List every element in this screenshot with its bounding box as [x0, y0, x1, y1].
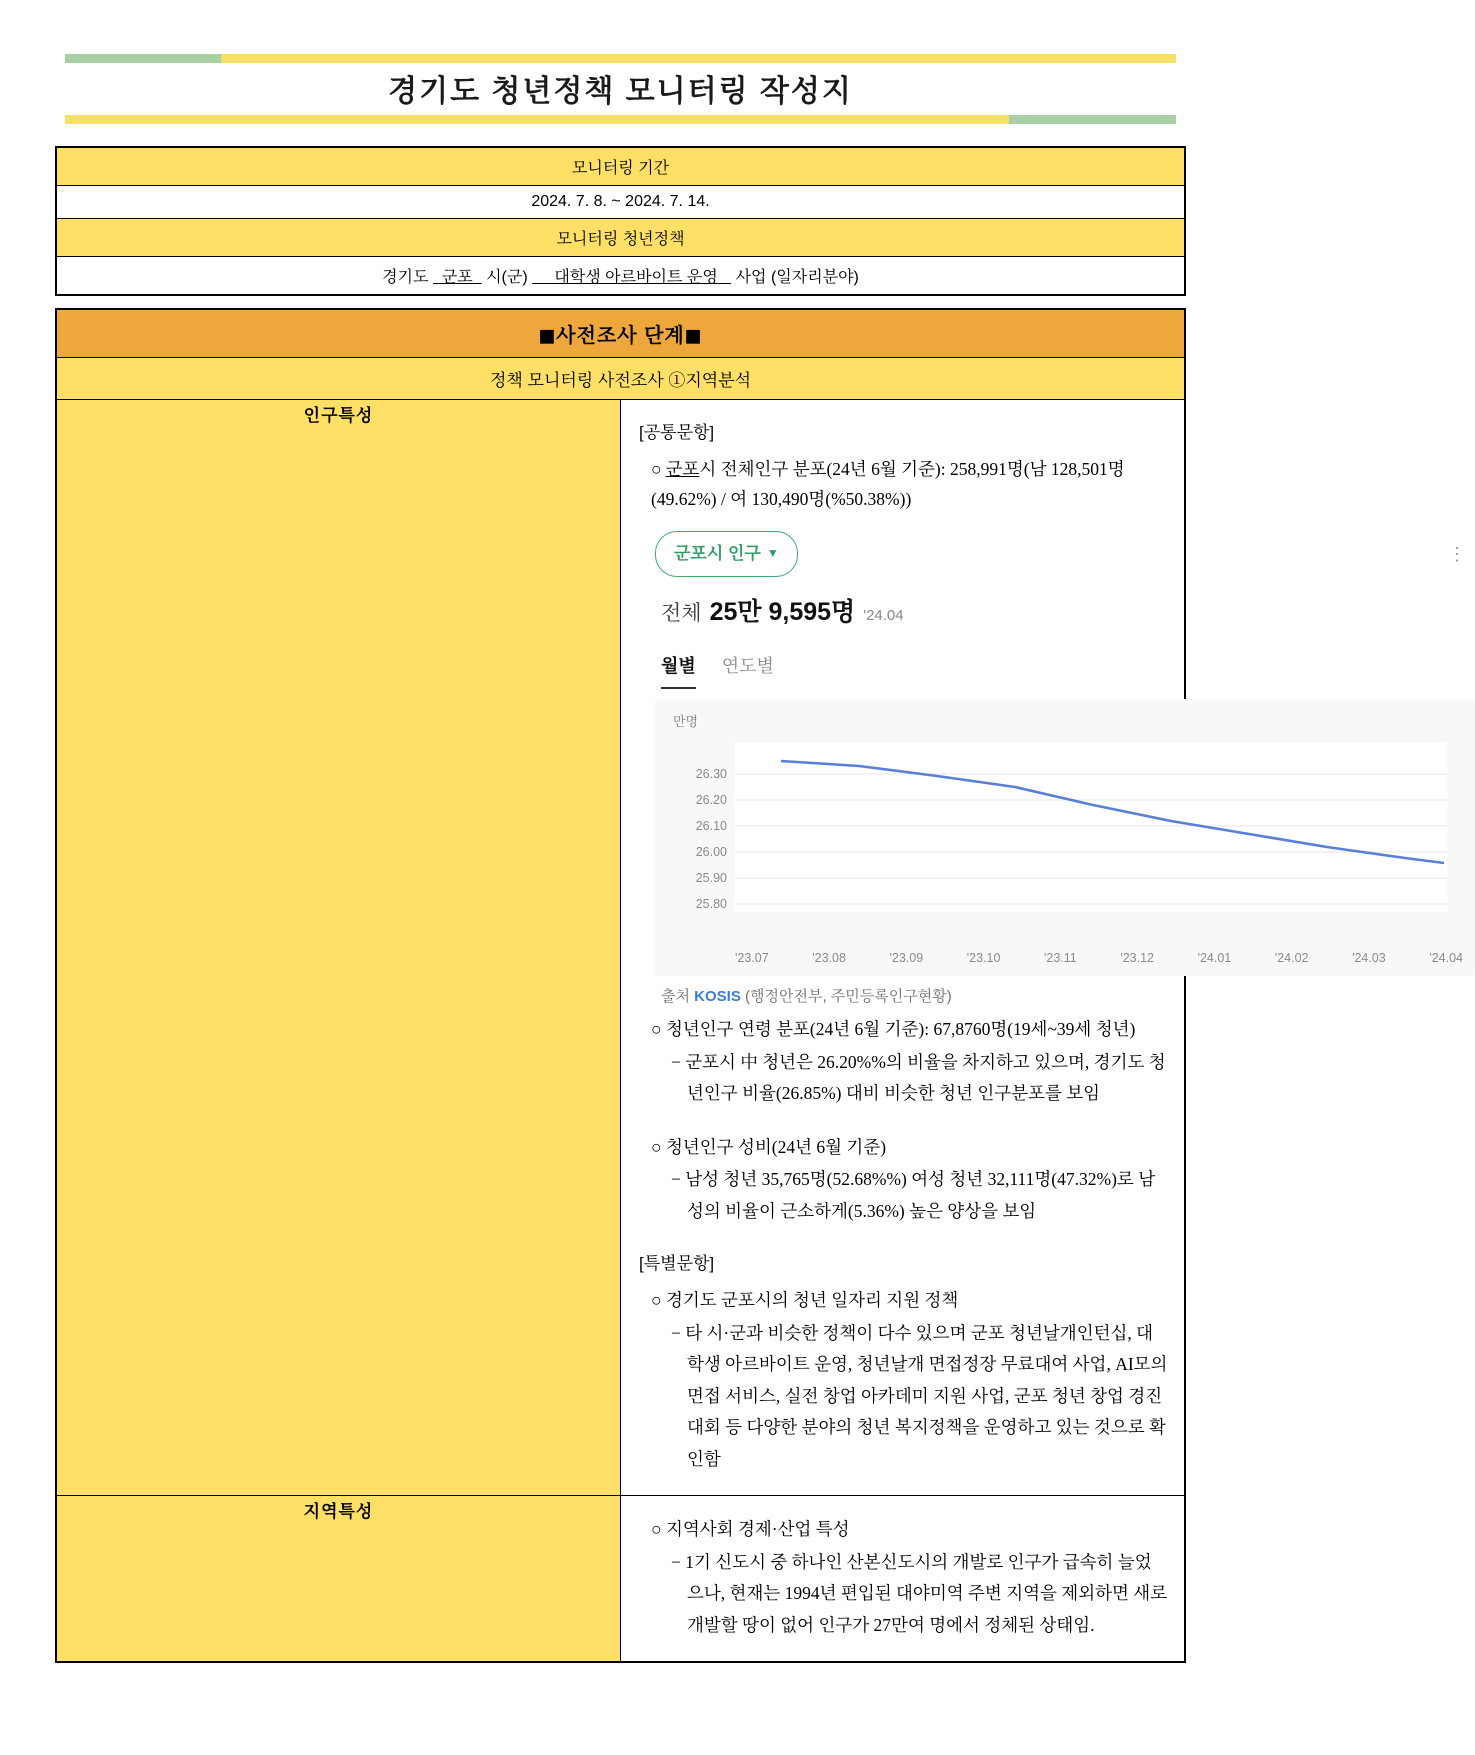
total-date: '24.04 [863, 606, 904, 624]
policy-value-cell [56, 257, 1185, 296]
table-row [56, 400, 1185, 1496]
population-dash-ratio: − 남성 청년 35,765명(52.68%%) 여성 청년 32,111명(47.32%)로 남성의 비율이 근소하게(5.36%) 높은 양상을 보임 [671, 1169, 1156, 1221]
table-row [56, 358, 1185, 400]
source-name: KOSIS [694, 987, 741, 1005]
table-row [56, 1496, 1185, 1663]
x-tick: '24.01 [1197, 950, 1232, 965]
region-dash-economy: − 1기 신도시 중 하나인 산본신도시의 개발로 인구가 급속히 늘었으나, 현재는 1994년 편입된 대야미역 주변 지역을 제외하면 새로 개발할 땅이 없어 인구가 27만여 명에서 정체된 상태임. [671, 1551, 1168, 1635]
spacer [637, 1229, 1168, 1245]
chart-source-line [661, 984, 1168, 1010]
policy-suffix: 사업 (일자리분야) [735, 269, 859, 286]
policy-name: 대학생 아르바이트 운영 [554, 269, 718, 286]
population-dash-policy: − 타 시·군과 비슷한 정책이 다수 있으며 군포 청년날개인턴십, 대학생 아르바이트 운영, 청년날개 면접정장 무료대여 사업, AI모의면접 서비스, 실전 창업 아카데미 지원 사업, 군포 청년 창업 경진 대회 등 다양한 분야의 청년 복지정책을 운영하고 있는 것으로 확인함 [671, 1322, 1168, 1469]
svg-text:26.30: 26.30 [695, 766, 727, 781]
population-dash-age: − 군포시 中 청년은 26.20%%의 비율을 차지하고 있으며, 경기도 청년인구 비율(26.85%) 대비 비슷한 청년 인구분포를 보임 [671, 1051, 1166, 1103]
band-segment-yellow [221, 54, 1176, 63]
bullet-region: 군포 [665, 458, 700, 479]
policy-region-suffix: 시(군) [486, 269, 528, 286]
monitoring-info-table [55, 146, 1186, 296]
x-tick: '23.12 [1120, 950, 1154, 965]
region-content [621, 1496, 1186, 1663]
prestudy-table [55, 308, 1467, 1663]
document-header [65, 48, 1176, 128]
stage-title: ◼사전조사 단계◼ [56, 309, 1185, 358]
population-bullet-ratio: ○ 청년인구 성비(24년 6월 기준) [651, 1136, 887, 1157]
band-segment-green [1009, 115, 1176, 124]
band-segment-green [65, 54, 221, 63]
tab-yearly[interactable]: 연도별 [721, 655, 774, 676]
x-tick: '23.11 [1044, 950, 1077, 965]
svg-text:26.20: 26.20 [695, 792, 727, 807]
source-detail: (행정안전부, 주민등록인구현황) [745, 987, 952, 1005]
x-tick: '24.04 [1429, 950, 1463, 965]
svg-text:25.90: 25.90 [695, 870, 727, 885]
population-bullet-total [651, 454, 1168, 515]
chart-x-axis-labels [663, 944, 1467, 970]
x-tick: '24.02 [1274, 950, 1309, 965]
population-content [621, 400, 1467, 1496]
table-row [56, 147, 1185, 186]
table-row [56, 219, 1185, 257]
population-bullet-age: ○ 청년인구 연령 분포(24년 6월 기준): 67,8760명(19세~39세 청년) [651, 1018, 1136, 1039]
svg-text:26.00: 26.00 [695, 844, 727, 859]
category-region: 지역특성 [56, 1496, 621, 1663]
chevron-down-icon: ▼ [766, 546, 779, 561]
chip-label: 군포시 인구 [674, 544, 761, 563]
header-band-bottom [65, 115, 1176, 124]
period-value: 2024. 7. 8. ~ 2024. 7. 14. [56, 186, 1185, 219]
policy-region: 군포 [441, 269, 473, 286]
region-bullet-economy: ○ 지역사회 경제·산업 특성 [651, 1519, 850, 1539]
table-row [56, 257, 1185, 296]
policy-label: 모니터링 청년정책 [56, 219, 1185, 257]
total-value: 25만 9,595명 [709, 597, 856, 626]
chart-total-row [661, 591, 1475, 635]
stage-subtitle: 정책 모니터링 사전조사 ①지역분석 [56, 358, 1185, 400]
x-tick: '23.08 [812, 950, 846, 965]
table-row [56, 186, 1185, 219]
chart-card-header [655, 531, 1475, 577]
bullet-marker: ○ [651, 458, 662, 479]
chart-tabs [661, 651, 1475, 690]
region-select-chip[interactable] [655, 531, 798, 577]
svg-text:25.80: 25.80 [695, 896, 727, 911]
common-question-label: [공통문항] [639, 423, 715, 442]
tab-monthly[interactable]: 월별 [661, 651, 696, 690]
x-tick: '24.03 [1352, 950, 1386, 965]
population-bullet-policy: ○ 경기도 군포시의 청년 일자리 지원 정책 [651, 1289, 959, 1310]
table-row [56, 309, 1185, 358]
category-population: 인구특성 [56, 400, 621, 1496]
total-label: 전체 [661, 601, 702, 625]
bullet-text: 시 전체인구 분포(24년 6월 기준): 258,991명(남 128,501명(49.62%) / 여 130,490명(%50.38%)) [651, 458, 1125, 510]
kebab-menu-icon[interactable]: ⋮ [1448, 543, 1467, 564]
axis-unit-label: 만명 [673, 714, 699, 729]
special-question-label: [특별문항] [639, 1254, 715, 1274]
svg-text:26.10: 26.10 [695, 818, 727, 833]
page-title: 경기도 청년정책 모니터링 작성지 [388, 75, 853, 108]
header-band-top [65, 54, 1176, 63]
chart-plot-area [663, 734, 1467, 944]
x-tick: '23.10 [966, 950, 1001, 965]
x-tick: '23.09 [889, 950, 924, 965]
source-label: 출처 [661, 987, 690, 1005]
x-tick: '23.07 [735, 950, 769, 965]
population-line-chart [663, 734, 1463, 939]
policy-prefix: 경기도 [382, 269, 429, 286]
spacer [637, 1112, 1168, 1128]
kosis-chart-card [655, 531, 1475, 976]
chart-plot-container [655, 699, 1475, 976]
period-label: 모니터링 기간 [56, 147, 1185, 186]
band-segment-yellow [65, 115, 1009, 124]
